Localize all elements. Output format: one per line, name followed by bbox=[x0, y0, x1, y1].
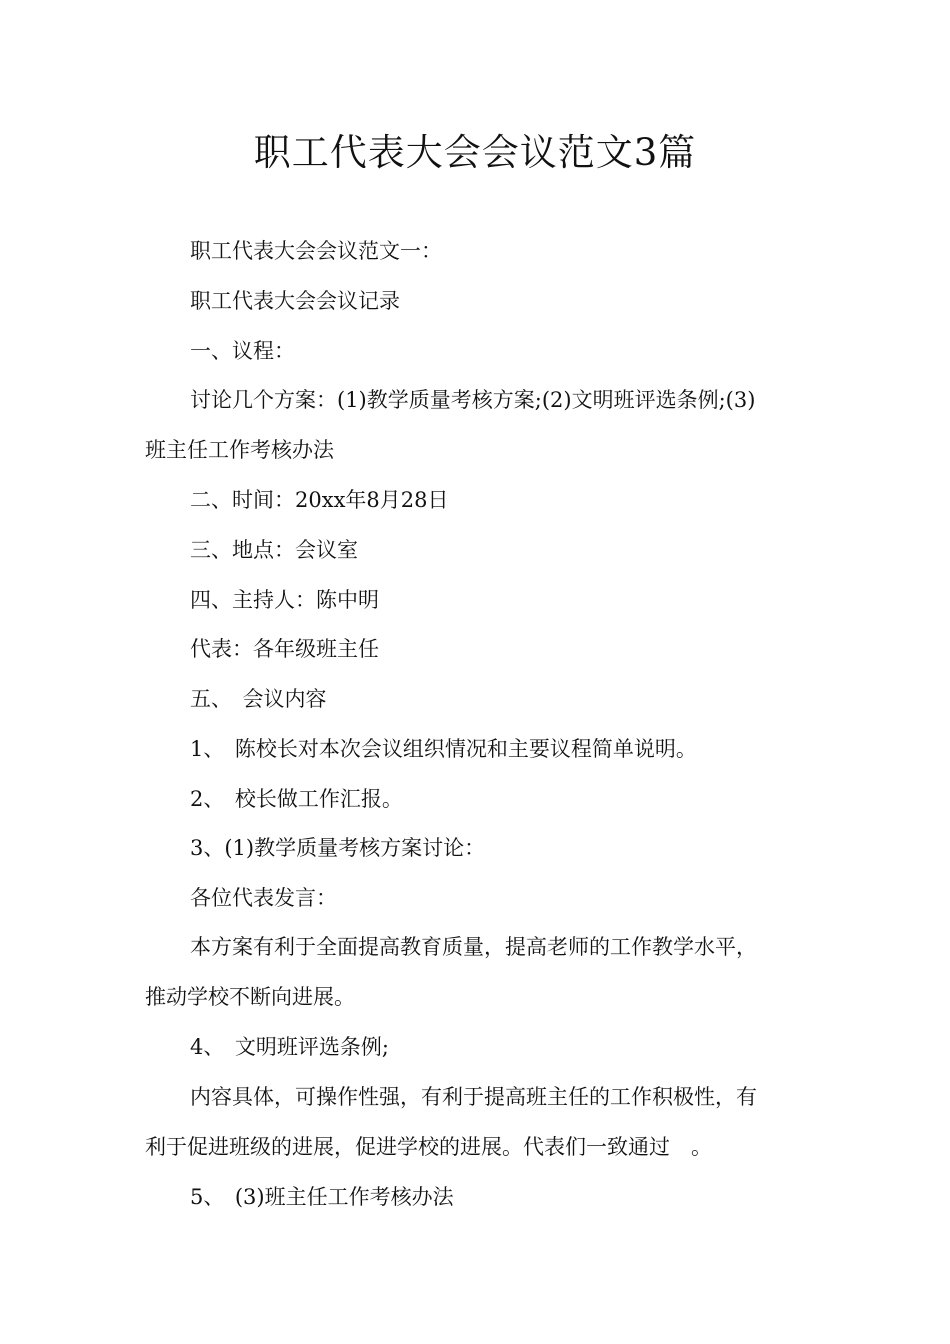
paragraph-line: 4、 文明班评选条例; bbox=[190, 1035, 389, 1059]
paragraph-line: 本方案有利于全面提高教育质量，提高老师的工作教学水平， bbox=[190, 935, 757, 959]
paragraph-line: 1、 陈校长对本次会议组织情况和主要议程简单说明。 bbox=[190, 737, 697, 761]
paragraph-line: 三、地点：会议室 bbox=[190, 538, 358, 562]
paragraph-line: 3、(1)教学质量考核方案讨论： bbox=[190, 836, 486, 860]
paragraph bbox=[145, 575, 810, 625]
paragraph-line: 利于促进班级的进展，促进学校的进展。代表们一致通过 。 bbox=[145, 1135, 712, 1159]
paragraph-line: 内容具体，可操作性强，有利于提高班主任的工作积极性，有 bbox=[190, 1085, 757, 1109]
paragraph-line: 2、 校长做工作汇报。 bbox=[190, 787, 403, 811]
paragraph bbox=[145, 922, 810, 1022]
paragraph bbox=[145, 1072, 810, 1172]
paragraph bbox=[145, 724, 810, 774]
paragraph-line: 5、 (3)班主任工作考核办法 bbox=[190, 1185, 454, 1209]
paragraph bbox=[145, 774, 810, 824]
paragraph bbox=[145, 525, 810, 575]
paragraph bbox=[145, 1172, 810, 1222]
paragraph bbox=[145, 873, 810, 923]
paragraph-line: 推动学校不断向进展。 bbox=[145, 985, 355, 1009]
paragraph bbox=[145, 475, 810, 525]
paragraph bbox=[145, 1022, 810, 1072]
paragraph bbox=[145, 823, 810, 873]
paragraph-line: 职工代表大会会议记录 bbox=[190, 289, 400, 313]
paragraph-line: 代表：各年级班主任 bbox=[190, 637, 379, 661]
paragraph bbox=[145, 276, 810, 326]
paragraph bbox=[145, 674, 810, 724]
paragraph bbox=[145, 624, 810, 674]
paragraph-line: 班主任工作考核办法 bbox=[145, 438, 334, 462]
paragraph-line: 一、议程： bbox=[190, 339, 295, 363]
paragraph bbox=[145, 326, 810, 376]
paragraph-line: 讨论几个方案：(1)教学质量考核方案;(2)文明班评选条例;(3) bbox=[190, 388, 756, 412]
paragraph-line: 四、主持人：陈中明 bbox=[190, 588, 379, 612]
paragraph-line: 二、时间：20xx年8月28日 bbox=[190, 488, 449, 512]
paragraph bbox=[145, 375, 810, 475]
paragraph-line: 各位代表发言： bbox=[190, 886, 337, 910]
paragraph-line: 职工代表大会会议范文一： bbox=[190, 239, 442, 263]
document-title: 职工代表大会会议范文3篇 bbox=[253, 131, 697, 174]
paragraph bbox=[145, 226, 810, 276]
paragraph-line: 五、 会议内容 bbox=[190, 687, 327, 711]
